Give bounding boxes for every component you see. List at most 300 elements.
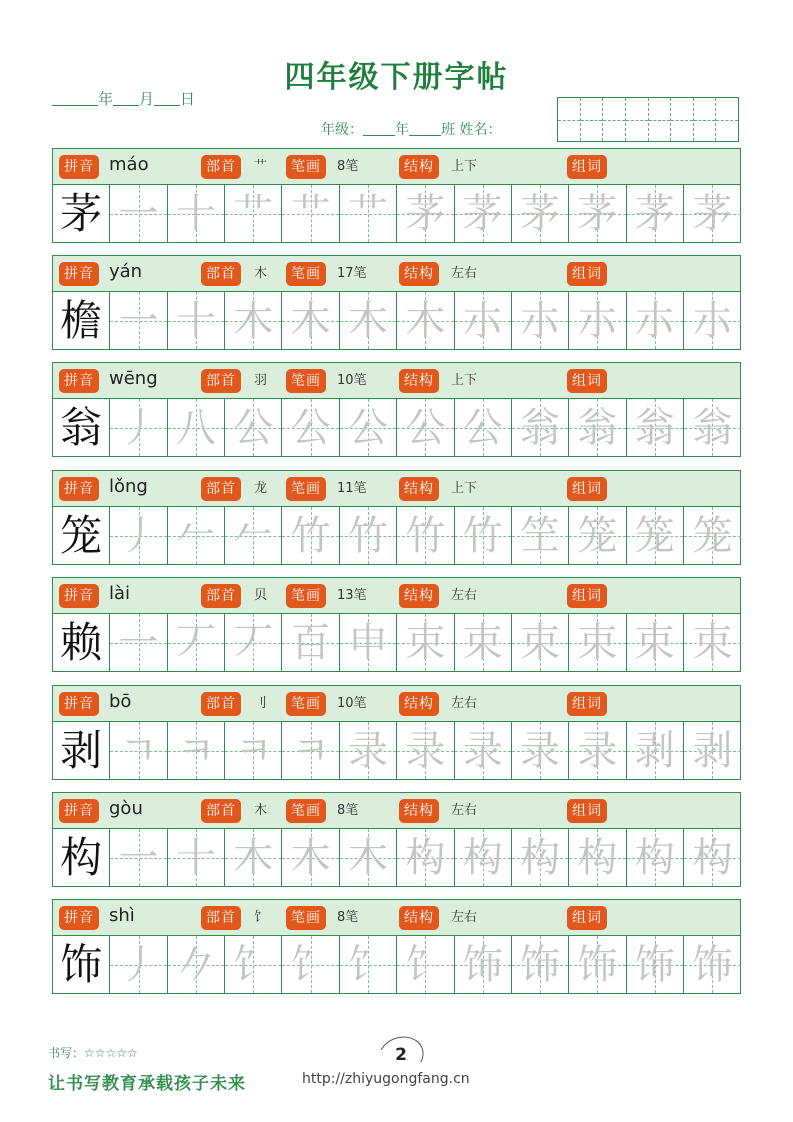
strokes-value: 8笔 — [337, 803, 359, 818]
pinyin-value: wēng — [109, 368, 158, 389]
trace-stroke: 公 — [405, 405, 446, 451]
trace-stroke: 丆 — [175, 620, 216, 666]
class-year-label: 年 — [395, 122, 409, 138]
practice-cell[interactable] — [168, 936, 225, 993]
practice-cell[interactable] — [455, 829, 512, 886]
name-grid-cell — [581, 98, 604, 141]
practice-row — [52, 470, 741, 565]
trace-stroke: 朩 — [634, 298, 675, 344]
strokes-tag: 笔画 — [286, 584, 326, 608]
practice-cell[interactable] — [684, 185, 741, 242]
words-tag: 组词 — [567, 155, 607, 179]
model-char-cell — [53, 722, 110, 779]
trace-stroke: 饣 — [347, 942, 388, 988]
model-char: 剥 — [60, 726, 103, 775]
structure-tag: 结构 — [399, 692, 439, 716]
class-label: 班 — [441, 122, 455, 138]
structure-value: 上下 — [451, 159, 478, 174]
practice-cell[interactable] — [340, 936, 397, 993]
practice-row — [52, 685, 741, 780]
pinyin-value: lǒng — [109, 476, 148, 497]
radical-tag: 部首 — [201, 692, 241, 716]
trace-stroke: 录 — [347, 728, 388, 774]
radical-tag: 部首 — [201, 799, 241, 823]
trace-stroke: 一 — [118, 835, 159, 881]
practice-cell[interactable] — [512, 185, 569, 242]
trace-stroke: 茅 — [520, 191, 561, 237]
trace-stroke: ㅋ — [291, 728, 330, 774]
practice-cell[interactable] — [225, 614, 282, 671]
model-char-cell — [53, 292, 110, 349]
practice-cell[interactable] — [110, 292, 167, 349]
model-char: 翁 — [60, 403, 103, 452]
model-char: 檐 — [60, 296, 103, 345]
radical-value: 龙 — [254, 481, 268, 496]
trace-stroke: 竹 — [462, 513, 503, 559]
trace-stroke: 茅 — [634, 191, 675, 237]
trace-stroke: 录 — [577, 728, 618, 774]
trace-stroke: 丿 — [118, 405, 159, 451]
practice-cell[interactable] — [569, 292, 626, 349]
structure-tag: 结构 — [399, 369, 439, 393]
model-char-cell — [53, 614, 110, 671]
trace-stroke: 束 — [634, 620, 675, 666]
practice-cell[interactable] — [397, 614, 454, 671]
writing-grid — [52, 399, 741, 457]
pinyin-tag: 拼音 — [59, 155, 99, 179]
name-label: 姓名： — [459, 122, 502, 138]
practice-cell[interactable] — [168, 185, 225, 242]
practice-cell[interactable] — [282, 185, 339, 242]
practice-cell[interactable] — [684, 399, 741, 456]
trace-stroke: 束 — [577, 620, 618, 666]
rating-stars: 书写：☆☆☆☆☆ — [48, 1046, 138, 1060]
practice-cell[interactable] — [168, 507, 225, 564]
day-blank[interactable] — [154, 91, 180, 106]
practice-cell[interactable] — [168, 614, 225, 671]
practice-cell[interactable] — [455, 507, 512, 564]
practice-cell[interactable] — [397, 399, 454, 456]
practice-cell[interactable] — [684, 614, 741, 671]
writing-grid — [52, 507, 741, 565]
writing-grid — [52, 185, 741, 243]
practice-cell[interactable] — [569, 936, 626, 993]
practice-cell[interactable] — [455, 399, 512, 456]
row-info-bar — [52, 899, 741, 936]
structure-tag: 结构 — [399, 906, 439, 930]
grade-blank[interactable] — [363, 122, 395, 136]
practice-cell[interactable] — [569, 399, 626, 456]
strokes-tag: 笔画 — [286, 155, 326, 179]
trace-stroke: 木 — [290, 835, 331, 881]
pinyin-tag: 拼音 — [59, 906, 99, 930]
pinyin-value: lài — [109, 583, 131, 604]
pinyin-value: shì — [109, 905, 135, 926]
writing-grid — [52, 722, 741, 780]
radical-value: 刂 — [254, 696, 268, 711]
name-grid-cell — [626, 98, 649, 141]
practice-row — [52, 792, 741, 887]
trace-stroke: 八 — [175, 405, 216, 451]
words-tag: 组词 — [567, 906, 607, 930]
strokes-tag: 笔画 — [286, 262, 326, 286]
trace-stroke: 朩 — [692, 298, 733, 344]
practice-cell[interactable] — [512, 614, 569, 671]
structure-tag: 结构 — [399, 477, 439, 501]
practice-cell[interactable] — [110, 185, 167, 242]
practice-cell[interactable] — [569, 185, 626, 242]
practice-cell[interactable] — [627, 829, 684, 886]
trace-stroke: 公 — [462, 405, 503, 451]
radical-value: 木 — [254, 266, 268, 281]
pinyin-tag: 拼音 — [59, 369, 99, 393]
footer-slogan: 让书写教育承载孩子未来 — [48, 1074, 246, 1094]
strokes-value: 11笔 — [337, 481, 367, 496]
practice-cell[interactable] — [225, 185, 282, 242]
name-grid-cell — [649, 98, 672, 141]
model-char-cell — [53, 829, 110, 886]
practice-cell[interactable] — [455, 614, 512, 671]
trace-stroke: 束 — [520, 620, 561, 666]
structure-value: 左右 — [451, 266, 478, 281]
practice-cell[interactable] — [455, 185, 512, 242]
page-number: 2 — [395, 1045, 407, 1065]
trace-stroke: 饰 — [692, 942, 733, 988]
practice-cell[interactable] — [282, 399, 339, 456]
strokes-tag: 笔画 — [286, 369, 326, 393]
trace-stroke: 一 — [118, 620, 159, 666]
practice-cell[interactable] — [627, 722, 684, 779]
practice-cell[interactable] — [110, 936, 167, 993]
model-char: 茅 — [60, 189, 103, 238]
trace-stroke: 饣 — [290, 942, 331, 988]
practice-cell[interactable] — [627, 507, 684, 564]
strokes-value: 8笔 — [337, 159, 359, 174]
trace-stroke: 竹 — [405, 513, 446, 559]
trace-stroke: 构 — [692, 835, 733, 881]
row-info-bar — [52, 148, 741, 185]
trace-stroke: 饰 — [520, 942, 561, 988]
practice-cell[interactable] — [512, 292, 569, 349]
trace-stroke: 艹 — [290, 191, 331, 237]
practice-cell[interactable] — [627, 185, 684, 242]
month-blank[interactable] — [113, 91, 139, 106]
practice-row — [52, 899, 741, 994]
practice-cell[interactable] — [627, 936, 684, 993]
trace-stroke: 笼 — [634, 513, 675, 559]
writing-grid — [52, 829, 741, 887]
practice-cell[interactable] — [340, 829, 397, 886]
practice-cell[interactable] — [684, 507, 741, 564]
trace-stroke: 木 — [347, 835, 388, 881]
practice-cell[interactable] — [282, 507, 339, 564]
practice-cell[interactable] — [225, 829, 282, 886]
practice-cell[interactable] — [569, 614, 626, 671]
row-info-bar — [52, 685, 741, 722]
row-info-bar — [52, 470, 741, 507]
words-tag: 组词 — [567, 262, 607, 286]
footer-url[interactable]: http://zhiyugongfang.cn — [302, 1071, 470, 1087]
practice-cell[interactable] — [168, 829, 225, 886]
practice-row — [52, 148, 741, 243]
trace-stroke: 丆 — [233, 620, 274, 666]
trace-stroke: ㄱ — [119, 728, 158, 774]
practice-cell[interactable] — [225, 936, 282, 993]
writing-grid — [52, 292, 741, 350]
trace-stroke: 𠂉 — [175, 513, 216, 559]
strokes-value: 10笔 — [337, 373, 367, 388]
trace-stroke: 公 — [347, 405, 388, 451]
trace-stroke: 𠂊 — [175, 942, 216, 988]
practice-cell[interactable] — [684, 722, 741, 779]
practice-cell[interactable] — [225, 722, 282, 779]
name-grid-cell — [671, 98, 694, 141]
writing-grid — [52, 936, 741, 994]
practice-cell[interactable] — [110, 507, 167, 564]
trace-stroke: 构 — [462, 835, 503, 881]
words-tag: 组词 — [567, 369, 607, 393]
row-info-bar — [52, 362, 741, 399]
practice-cell[interactable] — [282, 292, 339, 349]
trace-stroke: 束 — [462, 620, 503, 666]
trace-stroke: 十 — [175, 191, 216, 237]
structure-tag: 结构 — [399, 155, 439, 179]
practice-cell[interactable] — [225, 399, 282, 456]
practice-cell[interactable] — [168, 722, 225, 779]
name-grid-cell — [603, 98, 626, 141]
trace-stroke: 饣 — [405, 942, 446, 988]
trace-stroke: 朩 — [462, 298, 503, 344]
practice-cell[interactable] — [512, 399, 569, 456]
pinyin-tag: 拼音 — [59, 799, 99, 823]
strokes-value: 8笔 — [337, 910, 359, 925]
practice-cell[interactable] — [340, 292, 397, 349]
trace-stroke: 百 — [290, 620, 331, 666]
structure-value: 上下 — [451, 481, 478, 496]
practice-cell[interactable] — [282, 829, 339, 886]
strokes-value: 10笔 — [337, 696, 367, 711]
practice-cell[interactable] — [455, 722, 512, 779]
practice-cell[interactable] — [225, 292, 282, 349]
trace-stroke: 笼 — [692, 513, 733, 559]
model-char: 赖 — [60, 618, 103, 667]
strokes-value: 17笔 — [337, 266, 367, 281]
practice-cell[interactable] — [569, 829, 626, 886]
practice-cell[interactable] — [397, 829, 454, 886]
practice-cell[interactable] — [627, 614, 684, 671]
practice-row — [52, 362, 741, 457]
name-grid-cell — [716, 98, 738, 141]
trace-stroke: 茅 — [692, 191, 733, 237]
trace-stroke: 艹 — [233, 191, 274, 237]
radical-tag: 部首 — [201, 584, 241, 608]
trace-stroke: 剥 — [692, 728, 733, 774]
practice-cell[interactable] — [340, 399, 397, 456]
structure-value: 左右 — [451, 910, 478, 925]
trace-stroke: 艹 — [347, 191, 388, 237]
trace-stroke: ㅋ — [176, 728, 216, 774]
practice-cell[interactable] — [340, 507, 397, 564]
model-char-cell — [53, 399, 110, 456]
model-char: 笼 — [60, 511, 103, 560]
strokes-tag: 笔画 — [286, 692, 326, 716]
structure-tag: 结构 — [399, 262, 439, 286]
page-title: 四年级下册字帖 — [284, 60, 509, 95]
trace-stroke: 构 — [634, 835, 675, 881]
trace-stroke: 构 — [577, 835, 618, 881]
trace-stroke: 翁 — [577, 405, 618, 451]
practice-cell[interactable] — [168, 399, 225, 456]
structure-value: 左右 — [451, 588, 478, 603]
trace-stroke: 朩 — [520, 298, 561, 344]
day-label: 日 — [180, 90, 196, 108]
practice-cell[interactable] — [684, 936, 741, 993]
practice-cell[interactable] — [168, 292, 225, 349]
trace-stroke: 木 — [347, 298, 388, 344]
trace-stroke: 饰 — [577, 942, 618, 988]
class-blank[interactable] — [409, 122, 441, 136]
model-char: 饰 — [60, 940, 103, 989]
trace-stroke: 录 — [520, 728, 561, 774]
practice-cell[interactable] — [684, 829, 741, 886]
practice-cell[interactable] — [340, 185, 397, 242]
trace-stroke: 录 — [405, 728, 446, 774]
practice-cell[interactable] — [627, 399, 684, 456]
practice-cell[interactable] — [512, 936, 569, 993]
structure-value: 左右 — [451, 803, 478, 818]
pinyin-tag: 拼音 — [59, 262, 99, 286]
words-tag: 组词 — [567, 799, 607, 823]
strokes-tag: 笔画 — [286, 477, 326, 501]
trace-stroke: 茅 — [577, 191, 618, 237]
date-line — [52, 88, 195, 109]
radical-tag: 部首 — [201, 477, 241, 501]
trace-stroke: 笁 — [520, 513, 561, 559]
pinyin-value: yán — [109, 261, 143, 282]
trace-stroke: 构 — [405, 835, 446, 881]
trace-stroke: 申 — [347, 620, 388, 666]
name-grid-cell — [694, 98, 717, 141]
radical-value: 羽 — [254, 373, 268, 388]
practice-cell[interactable] — [684, 292, 741, 349]
practice-cell[interactable] — [282, 614, 339, 671]
words-tag: 组词 — [567, 692, 607, 716]
trace-stroke: 𠂉 — [233, 513, 274, 559]
practice-cell[interactable] — [110, 399, 167, 456]
trace-stroke: 木 — [233, 298, 274, 344]
practice-row — [52, 255, 741, 350]
year-label: 年 — [98, 90, 114, 108]
trace-stroke: 木 — [233, 835, 274, 881]
trace-stroke: 剥 — [634, 728, 675, 774]
pinyin-tag: 拼音 — [59, 692, 99, 716]
practice-cell[interactable] — [110, 614, 167, 671]
practice-cell[interactable] — [340, 614, 397, 671]
structure-tag: 结构 — [399, 584, 439, 608]
year-blank[interactable] — [52, 91, 98, 106]
trace-stroke: 公 — [233, 405, 274, 451]
trace-stroke: 木 — [290, 298, 331, 344]
trace-stroke: 束 — [405, 620, 446, 666]
practice-cell[interactable] — [397, 185, 454, 242]
trace-stroke: 丿 — [118, 942, 159, 988]
row-info-bar — [52, 577, 741, 614]
practice-cell[interactable] — [110, 829, 167, 886]
trace-stroke: 公 — [290, 405, 331, 451]
radical-tag: 部首 — [201, 262, 241, 286]
pinyin-tag: 拼音 — [59, 477, 99, 501]
practice-cell[interactable] — [110, 722, 167, 779]
trace-stroke: 木 — [405, 298, 446, 344]
pinyin-value: bō — [109, 691, 132, 712]
trace-stroke: 茅 — [405, 191, 446, 237]
practice-row — [52, 577, 741, 672]
practice-cell[interactable] — [282, 936, 339, 993]
trace-stroke: 一 — [118, 298, 159, 344]
pinyin-value: gòu — [109, 798, 143, 819]
practice-cell[interactable] — [569, 722, 626, 779]
trace-stroke: 翁 — [692, 405, 733, 451]
practice-cell[interactable] — [397, 507, 454, 564]
model-char-cell — [53, 185, 110, 242]
practice-cell[interactable] — [340, 722, 397, 779]
radical-value: 贝 — [254, 588, 268, 603]
practice-cell[interactable] — [455, 292, 512, 349]
structure-value: 上下 — [451, 373, 478, 388]
trace-stroke: 茅 — [462, 191, 503, 237]
trace-stroke: 一 — [118, 191, 159, 237]
row-info-bar — [52, 255, 741, 292]
trace-stroke: 构 — [520, 835, 561, 881]
radical-value: 饣 — [254, 910, 268, 925]
practice-cell[interactable] — [627, 292, 684, 349]
practice-cell[interactable] — [397, 292, 454, 349]
words-tag: 组词 — [567, 477, 607, 501]
practice-cell[interactable] — [512, 722, 569, 779]
practice-cell[interactable] — [397, 722, 454, 779]
row-info-bar — [52, 792, 741, 829]
trace-stroke: 饰 — [462, 942, 503, 988]
practice-cell[interactable] — [282, 722, 339, 779]
words-tag: 组词 — [567, 584, 607, 608]
radical-value: 艹 — [254, 159, 268, 174]
practice-cell[interactable] — [225, 507, 282, 564]
trace-stroke: 束 — [692, 620, 733, 666]
structure-tag: 结构 — [399, 799, 439, 823]
trace-stroke: 饣 — [233, 942, 274, 988]
trace-stroke: 丿 — [118, 513, 159, 559]
practice-cell[interactable] — [455, 936, 512, 993]
radical-tag: 部首 — [201, 155, 241, 179]
strokes-tag: 笔画 — [286, 906, 326, 930]
trace-stroke: 饰 — [634, 942, 675, 988]
trace-stroke: 竹 — [290, 513, 331, 559]
name-grid[interactable] — [557, 97, 739, 142]
practice-cell[interactable] — [569, 507, 626, 564]
structure-value: 左右 — [451, 696, 478, 711]
radical-tag: 部首 — [201, 369, 241, 393]
trace-stroke: 笼 — [577, 513, 618, 559]
practice-cell[interactable] — [512, 829, 569, 886]
writing-grid — [52, 614, 741, 672]
practice-cell[interactable] — [512, 507, 569, 564]
practice-cell[interactable] — [397, 936, 454, 993]
trace-stroke: 翁 — [520, 405, 561, 451]
name-grid-cell — [558, 98, 581, 141]
pinyin-tag: 拼音 — [59, 584, 99, 608]
trace-stroke: 十 — [175, 835, 216, 881]
pinyin-value: máo — [109, 154, 149, 175]
